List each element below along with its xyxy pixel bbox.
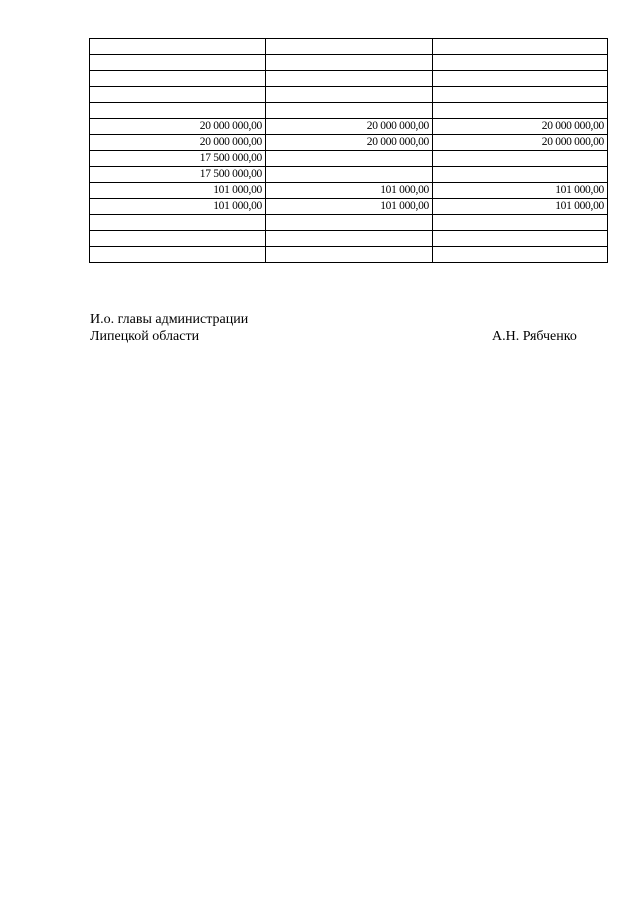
table-row xyxy=(90,119,608,135)
table-row xyxy=(90,87,608,103)
signatory-role: И.о. главы администрации xyxy=(90,312,249,327)
table-row xyxy=(90,103,608,119)
table-cell: 20 000 000,00 xyxy=(90,135,266,151)
table-cell xyxy=(90,231,266,247)
table-cell xyxy=(266,215,433,231)
table-cell xyxy=(266,231,433,247)
table-row xyxy=(90,231,608,247)
table-cell xyxy=(266,87,433,103)
table-cell: 101 000,00 xyxy=(90,199,266,215)
table-cell xyxy=(266,247,433,263)
table-cell xyxy=(433,71,608,87)
table-cell xyxy=(433,87,608,103)
table-cell: 101 000,00 xyxy=(433,199,608,215)
table-row xyxy=(90,135,608,151)
table-cell: 20 000 000,00 xyxy=(433,119,608,135)
table-row xyxy=(90,247,608,263)
table-cell: 101 000,00 xyxy=(433,183,608,199)
table-cell: 20 000 000,00 xyxy=(433,135,608,151)
signatory-name: А.Н. Рябченко xyxy=(492,329,577,344)
table-cell: 17 500 000,00 xyxy=(90,167,266,183)
table-cell xyxy=(90,247,266,263)
budget-table-body xyxy=(90,39,608,263)
table-cell xyxy=(266,55,433,71)
table-cell: 17 500 000,00 xyxy=(90,151,266,167)
table-cell xyxy=(433,55,608,71)
table-cell xyxy=(433,151,608,167)
table-row xyxy=(90,183,608,199)
table-row xyxy=(90,151,608,167)
table-cell xyxy=(433,215,608,231)
table-cell xyxy=(90,87,266,103)
table-row xyxy=(90,215,608,231)
signatory-region: Липецкой области xyxy=(90,329,200,344)
table-cell: 20 000 000,00 xyxy=(266,135,433,151)
table-row xyxy=(90,71,608,87)
table-row xyxy=(90,199,608,215)
table-row xyxy=(90,55,608,71)
table-cell: 20 000 000,00 xyxy=(266,119,433,135)
table-cell: 101 000,00 xyxy=(266,183,433,199)
table-row xyxy=(90,39,608,55)
table-cell: 101 000,00 xyxy=(90,183,266,199)
budget-table xyxy=(89,38,608,263)
table-cell xyxy=(433,167,608,183)
table-cell xyxy=(266,151,433,167)
table-row xyxy=(90,167,608,183)
table-cell xyxy=(433,39,608,55)
table-cell xyxy=(266,103,433,119)
table-cell xyxy=(90,103,266,119)
table-cell xyxy=(90,55,266,71)
table-cell xyxy=(433,231,608,247)
table-cell xyxy=(266,39,433,55)
table-cell xyxy=(433,103,608,119)
table-cell: 20 000 000,00 xyxy=(90,119,266,135)
table-cell: 101 000,00 xyxy=(266,199,433,215)
table-cell xyxy=(90,71,266,87)
table-cell xyxy=(266,167,433,183)
table-cell xyxy=(266,71,433,87)
table-cell xyxy=(433,247,608,263)
table-cell xyxy=(90,39,266,55)
table-cell xyxy=(90,215,266,231)
